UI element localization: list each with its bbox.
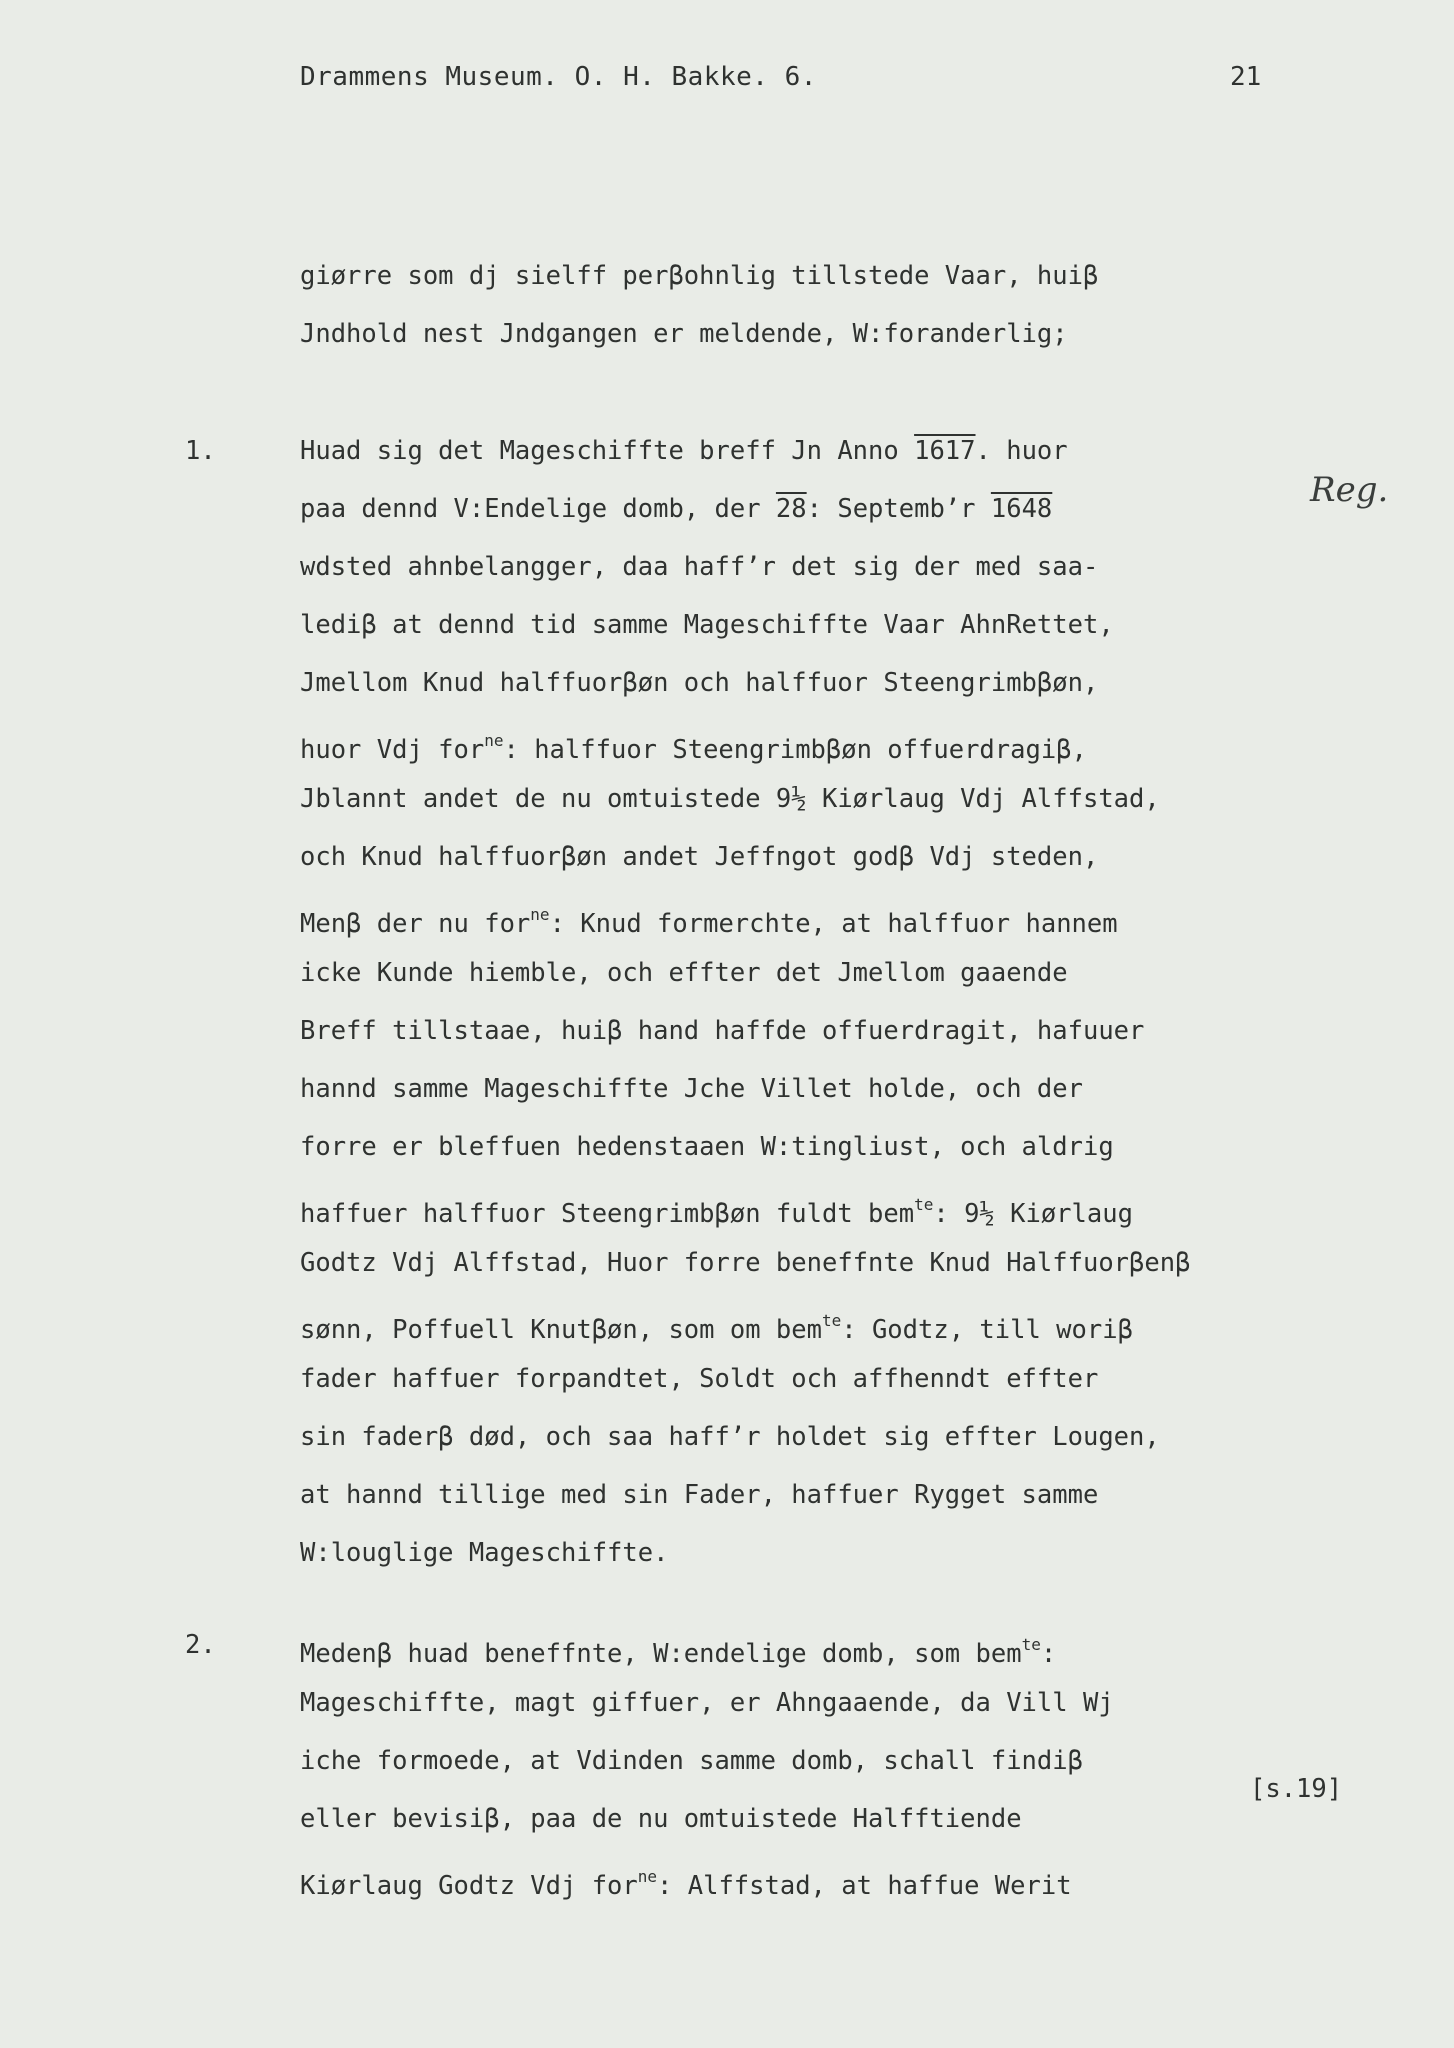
paragraph-2 — [300, 1616, 1300, 1906]
year-overlined: 1648 — [990, 494, 1053, 524]
text-line: Huad sig det Mageschiffte breff Jn Anno 1617. huor — [300, 436, 1068, 466]
paragraph-number: 1. — [185, 436, 216, 466]
text-line: icke Kunde hiemble, och effter det Jmellom gaaende — [300, 958, 1068, 988]
page-number: 21 — [1230, 62, 1262, 92]
text-line: iche formoede, at Vdinden samme domb, schall findiβ — [300, 1746, 1083, 1776]
text-line: Medenβ huad beneffnte, W:endelige domb, som bem$^{te}$: — [300, 1635, 1057, 1669]
text-line: lediβ at dennd tid samme Mageschiffte Vaar AhnRettet, — [300, 610, 1114, 640]
paragraph-1 — [300, 422, 1300, 1582]
text-line: fader haffuer forpandtet, Soldt och affhenndt effter — [300, 1364, 1099, 1394]
text-line: at hannd tillige med sin Fader, haffuer Rygget samme — [300, 1480, 1099, 1510]
text-line: forre er bleffuen hedenstaaen W:tingliust, och aldrig — [300, 1132, 1114, 1162]
text-line: Breff tillstaae, huiβ hand haffde offuerdragit, hafuuer — [300, 1016, 1145, 1046]
text-line: Mageschiffte, magt giffuer, er Ahngaaende, da Vill Wj — [300, 1688, 1114, 1718]
intro-paragraph — [300, 247, 1300, 363]
text-line: paa dennd V:Endelige domb, der 28: Septemb’r 1648 — [300, 494, 1053, 524]
text-line: Menβ der nu for$^{ne}$: Knud formerchte, at halffuor hannem — [300, 905, 1118, 939]
page-header: Drammens Museum. O. H. Bakke. 6. — [300, 62, 817, 92]
year-overlined: 1617 — [914, 436, 976, 466]
text-line: haffuer halffuor Steengrimbβøn fuldt bem$^{te}$: 9½ Kiørlaug — [300, 1195, 1133, 1229]
text-line: huor Vdj for$^{ne}$: halffuor Steengrimbβøn offuerdragiβ, — [300, 731, 1087, 765]
text-line: hannd samme Mageschiffte Jche Villet holde, och der — [300, 1074, 1083, 1104]
text-line: sønn, Poffuell Knutβøn, som om bem$^{te}$: Godtz, till woriβ — [300, 1311, 1133, 1345]
source-page-reference: [s.19] — [1250, 1774, 1343, 1804]
text-line: giørre som dj sielff perβohnlig tillstede Vaar, huiβ — [300, 261, 1099, 291]
paragraph-number: 2. — [185, 1630, 216, 1660]
text-line: wdsted ahnbelangger, daa haff’r det sig der med saa- — [300, 552, 1099, 582]
handwritten-margin-note: Reg. — [1310, 470, 1389, 510]
text-line: Jmellom Knud halffuorβøn och halffuor Steengrimbβøn, — [300, 668, 1099, 698]
text-line: och Knud halffuorβøn andet Jeffngot godβ Vdj steden, — [300, 842, 1099, 872]
text-line: Jndhold nest Jndgangen er meldende, W:foranderlig; — [300, 319, 1068, 349]
text-line: Jblannt andet de nu omtuistede 9½ Kiørlaug Vdj Alffstad, — [300, 784, 1160, 814]
text-line: Godtz Vdj Alffstad, Huor forre beneffnte Knud Halffuorβenβ — [300, 1248, 1191, 1278]
text-line: eller bevisiβ, paa de nu omtuistede Halfftiende — [300, 1804, 1022, 1834]
text-line: W:louglige Mageschiffte. — [300, 1538, 669, 1568]
text-line: sin faderβ død, och saa haff’r holdet sig effter Lougen, — [300, 1422, 1160, 1452]
day-overlined: 28 — [775, 494, 807, 524]
text-line: Kiørlaug Godtz Vdj for$^{ne}$: Alffstad, at haffue Werit — [300, 1867, 1072, 1901]
